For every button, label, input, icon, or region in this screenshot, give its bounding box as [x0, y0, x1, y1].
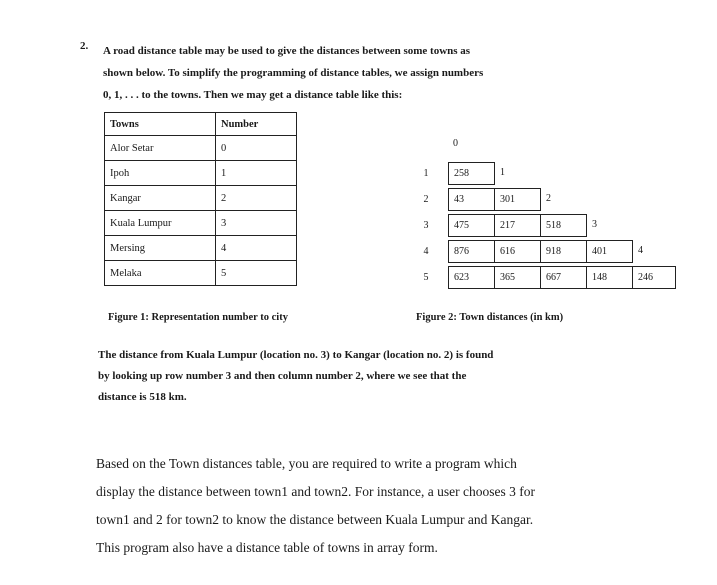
distance-cell: 876 [448, 240, 495, 263]
distance-row-label: 1 [423, 168, 429, 179]
towns-table-header [105, 113, 297, 136]
table-row [105, 136, 297, 161]
town-name: Ipoh [105, 161, 216, 186]
distance-row-label: 2 [423, 194, 429, 205]
task-line: town1 and 2 for town2 to know the distance between Kuala Lumpur and Kangar. [96, 512, 534, 527]
distance-row-label: 4 [423, 246, 429, 257]
question-intro [103, 40, 663, 106]
town-name: Kangar [105, 186, 216, 211]
intro-line: 0, 1, . . . to the towns. Then we may get a distance table like this: [103, 89, 403, 101]
header-number: Number [216, 113, 297, 136]
explanation-line: The distance from Kuala Lumpur (location no. 3) to Kangar (location no. 2) is found [98, 349, 494, 361]
figure-1-caption: Figure 1: Representation number to city [108, 312, 288, 323]
task-line: Based on the Town distances table, you are required to write a program which [96, 456, 517, 471]
distance-cell: 148 [586, 266, 633, 289]
town-number: 0 [216, 136, 297, 161]
table-row [105, 161, 297, 186]
distance-row-label: 3 [423, 220, 429, 231]
distance-cell: 667 [540, 266, 587, 289]
task-line: This program also have a distance table of towns in array form. [96, 540, 438, 555]
header-towns: Towns [105, 113, 216, 136]
town-number: 3 [216, 211, 297, 236]
distance-cell: 258 [448, 162, 495, 185]
diagonal-label: 4 [632, 240, 652, 263]
explanation-line: distance is 518 km. [98, 391, 187, 403]
diagonal-label: 3 [586, 214, 606, 237]
town-name: Melaka [105, 261, 216, 286]
table-row [105, 211, 297, 236]
distance-table [420, 134, 700, 304]
town-name: Alor Setar [105, 136, 216, 161]
distance-cell: 217 [494, 214, 541, 237]
intro-line: A road distance table may be used to give the distances between some towns as [103, 45, 471, 57]
distance-cell: 43 [448, 188, 495, 211]
distance-cell: 401 [586, 240, 633, 263]
distance-cell: 918 [540, 240, 587, 263]
task-line: display the distance between town1 and town2. For instance, a user chooses 3 for [96, 484, 536, 499]
town-name: Kuala Lumpur [105, 211, 216, 236]
distance-cell: 365 [494, 266, 541, 289]
town-number: 5 [216, 261, 297, 286]
figure-2-caption: Figure 2: Town distances (in km) [416, 312, 564, 323]
distance-cell: 246 [632, 266, 676, 289]
town-number: 1 [216, 161, 297, 186]
town-number: 2 [216, 186, 297, 211]
explanation [98, 345, 643, 408]
intro-line: shown below. To simplify the programming of distance tables, we assign numbers [103, 67, 484, 79]
table-row [105, 186, 297, 211]
town-number: 4 [216, 236, 297, 261]
distance-cell: 623 [448, 266, 495, 289]
distance-cell: 301 [494, 188, 541, 211]
distance-cell: 475 [448, 214, 495, 237]
town-name: Mersing [105, 236, 216, 261]
distance-cell: 616 [494, 240, 541, 263]
table-row [105, 261, 297, 286]
diagonal-label: 2 [540, 188, 560, 211]
distance-top-label: 0 [453, 138, 458, 149]
distance-row-label: 5 [423, 272, 429, 283]
distance-cell: 518 [540, 214, 587, 237]
task-description [96, 450, 666, 562]
question-number: 2. [80, 40, 89, 52]
towns-table [104, 112, 297, 286]
table-row [105, 236, 297, 261]
diagonal-label: 1 [494, 162, 514, 185]
explanation-line: by looking up row number 3 and then column number 2, where we see that the [98, 370, 467, 382]
